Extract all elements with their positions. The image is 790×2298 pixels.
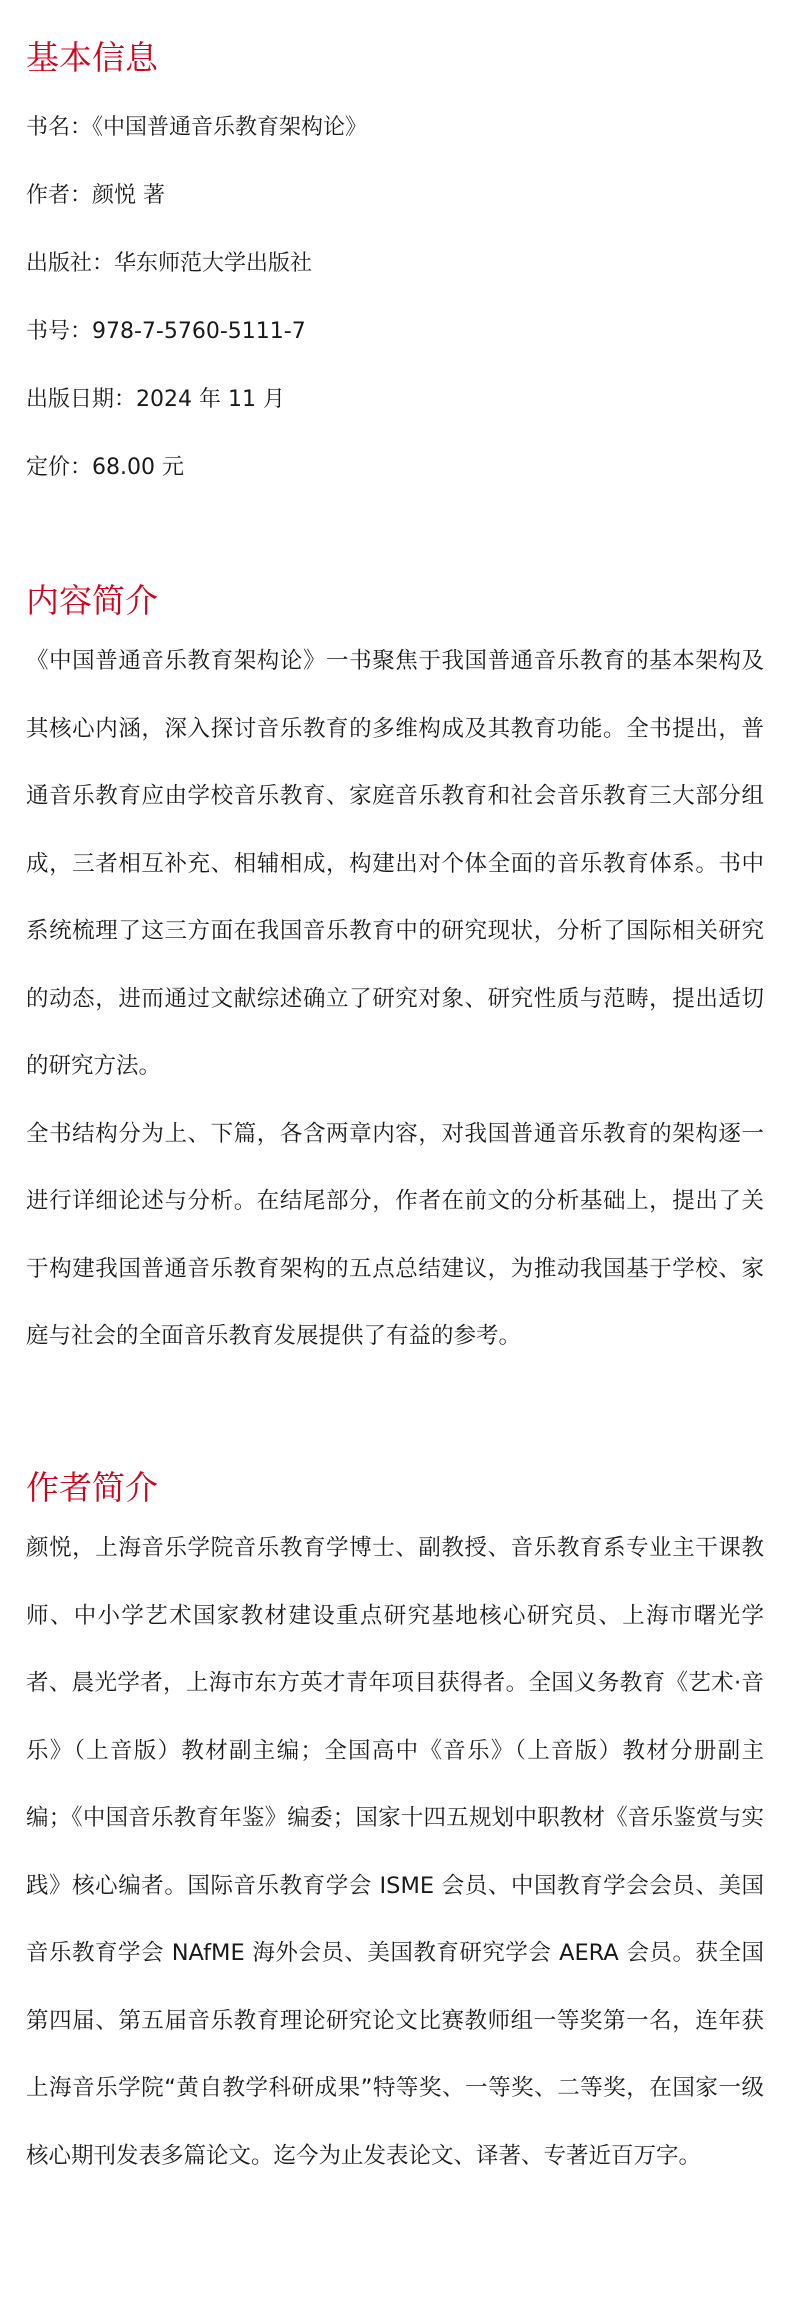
price-line: 定价：68.00 元 — [26, 455, 184, 480]
basic-info-title: 基本信息 — [26, 38, 158, 77]
publish-date-line: 出版日期：2024 年 11 月 — [26, 387, 285, 412]
book-title-line: 书名：《中国普通音乐教育架构论》 — [26, 115, 368, 140]
content-intro-section — [26, 579, 764, 1371]
isbn-line: 书号：978-7-5760-5111-7 — [26, 319, 306, 344]
author-intro-section — [26, 1466, 764, 2190]
basic-info-section — [26, 36, 764, 506]
content-intro-paragraph-1: 《中国普通音乐教育架构论》一书聚焦于我国普通音乐教育的基本架构及其核心内涵，深入探讨音乐教育的多维构成及其教育功能。全书提出，普通音乐教育应由学校音乐教育、家庭音乐教育和社会音乐教育三大部分组成，三者相互补充、相辅相成，构建出对个体全面的音乐教育体系。书中系统梳理了这三方面在我国音乐教育中的研究现状，分析了国际相关研究的动态，进而通过文献综述确立了研究对象、研究性质与范畴，提出适切的研究方法。 — [26, 648, 764, 1079]
publisher-line: 出版社：华东师范大学出版社 — [26, 251, 313, 276]
author-line: 作者：颜悦 著 — [26, 183, 165, 208]
author-intro-title: 作者简介 — [26, 1468, 158, 1507]
content-intro-paragraph-2: 全书结构分为上、下篇，各含两章内容，对我国普通音乐教育的架构逐一进行详细论述与分析。在结尾部分，作者在前文的分析基础上，提出了关于构建我国普通音乐教育架构的五点总结建议，为推动我国基于学校、家庭与社会的全面音乐教育发展提供了有益的参考。 — [26, 1120, 764, 1349]
author-intro-paragraph: 颜悦，上海音乐学院音乐教育学博士、副教授、音乐教育系专业主干课教师、中小学艺术国家教材建设重点研究基地核心研究员、上海市曙光学者、晨光学者，上海市东方英才青年项目获得者。全国义务教育《艺术·音乐》（上音版）教材副主编；全国高中《音乐》（上音版）教材分册副主编；《中国音乐教育年鉴》编委；国家十四五规划中职教材《音乐鉴赏与实践》核心编者。国际音乐教育学会 ISME 会员、中国教育学会会员、美国音乐教育学会 NAfME 海外会员、美国教育研究学会 AERA 会员。获全国第四届、第五届音乐教育理论研究论文比赛教师组一等奖第一名，连年获上海音乐学院“黄自教学科研成果”特等奖、一等奖、二等奖，在国家一级核心期刊发表多篇论文。迄今为止发表论文、译著、专著近百万字。 — [26, 1535, 764, 2169]
content-intro-title: 内容简介 — [26, 581, 158, 620]
